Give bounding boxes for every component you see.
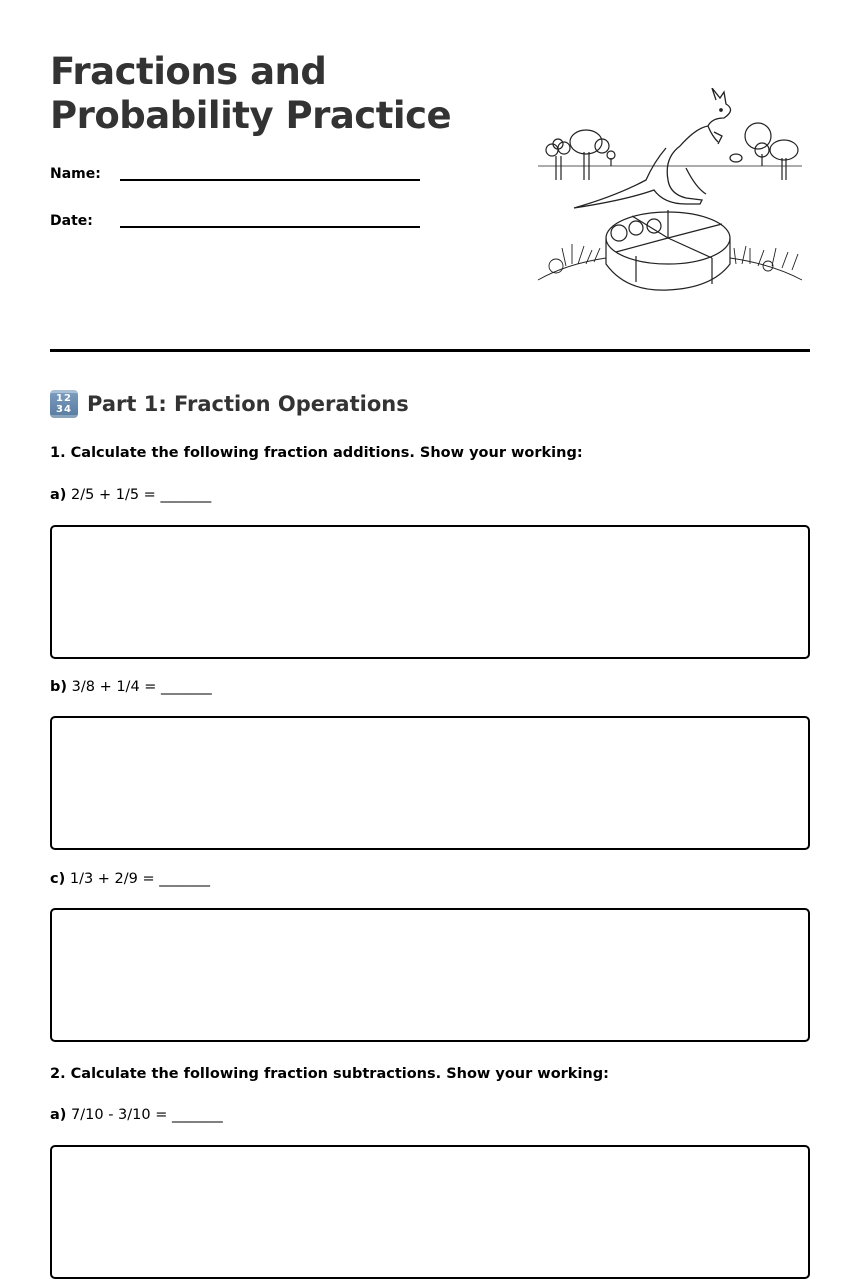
question-1a <box>50 487 211 503</box>
question-1c <box>50 871 210 887</box>
date-line[interactable] <box>120 226 420 228</box>
answer-box-2a[interactable] <box>50 1145 810 1279</box>
question-label: c) <box>50 871 66 887</box>
question-expression: 2/5 + 1/5 = _______ <box>71 487 212 503</box>
question-1b <box>50 679 212 695</box>
question-1-heading: 1. Calculate the following fraction additions. Show your working: <box>50 445 583 461</box>
tree-icon <box>730 140 798 180</box>
answer-box-1a[interactable] <box>50 525 810 659</box>
section-title: Part 1: Fraction Operations <box>87 392 409 416</box>
question-2-heading: 2. Calculate the following fraction subtractions. Show your working: <box>50 1066 609 1082</box>
question-expression: 1/3 + 2/9 = _______ <box>69 871 211 887</box>
question-expression: 7/10 - 3/10 = _______ <box>71 1107 223 1123</box>
section-heading-part-1 <box>50 389 409 419</box>
question-expression: 3/8 + 1/4 = _______ <box>71 679 212 695</box>
title-line-2: Probability Practice <box>50 94 452 137</box>
kangaroo-illustration <box>536 88 806 298</box>
numbers-icon: 12 34 <box>50 390 78 418</box>
answer-box-1b[interactable] <box>50 716 810 850</box>
header-divider <box>50 349 810 352</box>
kangaroo-icon <box>574 88 731 208</box>
worksheet-title <box>50 50 451 138</box>
name-line[interactable] <box>120 179 420 181</box>
date-label: Date: <box>50 213 93 229</box>
title-line-1: Fractions and <box>50 50 327 93</box>
pie-chart-icon <box>606 210 730 290</box>
name-field[interactable] <box>50 166 420 190</box>
name-label: Name: <box>50 166 101 182</box>
date-field[interactable] <box>50 213 420 237</box>
question-2a <box>50 1107 223 1123</box>
question-label: a) <box>50 487 67 503</box>
question-label: a) <box>50 1107 67 1123</box>
question-label: b) <box>50 679 68 695</box>
answer-box-1c[interactable] <box>50 908 810 1042</box>
tree-icon <box>546 130 615 180</box>
grass-icon <box>549 244 798 273</box>
